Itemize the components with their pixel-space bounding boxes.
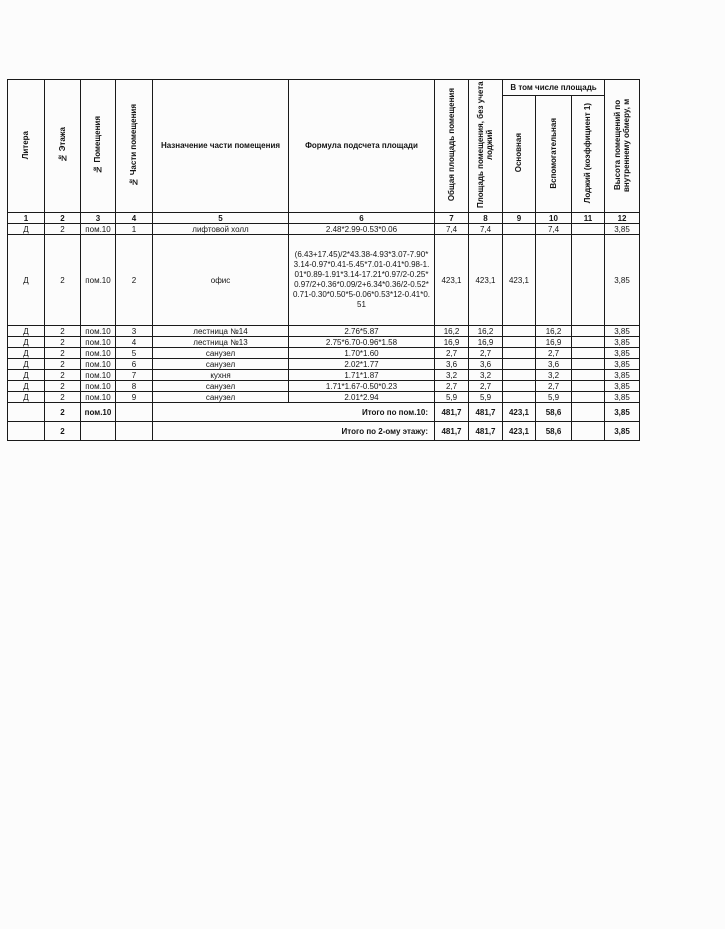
cell-height: 3,85 [605, 370, 640, 381]
cell-no-loggia: 423,1 [469, 235, 503, 326]
cell-main [503, 326, 536, 337]
cell-loggia [572, 359, 605, 370]
col-number: 12 [605, 213, 640, 224]
cell-floor: 2 [45, 381, 81, 392]
table-row [8, 224, 640, 235]
cell-total: 423,1 [435, 235, 469, 326]
cell-main: 423,1 [503, 235, 536, 326]
cell-room: пом.10 [81, 326, 116, 337]
total-label: Итого по 2-ому этажу: [153, 422, 435, 441]
cell-loggia [572, 224, 605, 235]
cell-total: 5,9 [435, 392, 469, 403]
cell-floor: 2 [45, 337, 81, 348]
cell-formula: 2.76*5.87 [289, 326, 435, 337]
cell-aux: 58,6 [536, 403, 572, 422]
cell-loggia [572, 422, 605, 441]
cell-purpose: лестница №13 [153, 337, 289, 348]
cell-room: пом.10 [81, 224, 116, 235]
cell-room [81, 422, 116, 441]
col-number: 5 [153, 213, 289, 224]
cell-purpose: офис [153, 235, 289, 326]
cell-room: пом.10 [81, 403, 116, 422]
cell-no-loggia: 16,2 [469, 326, 503, 337]
table-row [8, 392, 640, 403]
cell-height: 3,85 [605, 359, 640, 370]
cell-litera: Д [8, 359, 45, 370]
cell-aux: 58,6 [536, 422, 572, 441]
cell-formula: 1.70*1.60 [289, 348, 435, 359]
cell-formula: 2.48*2.99-0.53*0.06 [289, 224, 435, 235]
cell-main [503, 337, 536, 348]
cell-total: 7,4 [435, 224, 469, 235]
cell-room: пом.10 [81, 381, 116, 392]
cell-total: 16,2 [435, 326, 469, 337]
cell-aux: 2,7 [536, 348, 572, 359]
col-number: 7 [435, 213, 469, 224]
col-header-height: Высота помещений по внутреннему обмеру, м [605, 80, 640, 213]
cell-aux: 16,2 [536, 326, 572, 337]
total-label: Итого по пом.10: [153, 403, 435, 422]
cell-floor: 2 [45, 348, 81, 359]
col-number: 10 [536, 213, 572, 224]
cell-part: 2 [116, 235, 153, 326]
total-row-floor [8, 422, 640, 441]
cell-purpose: лифтовой холл [153, 224, 289, 235]
cell-height: 3,85 [605, 348, 640, 359]
cell-floor: 2 [45, 326, 81, 337]
cell-part: 5 [116, 348, 153, 359]
cell-formula: (6.43+17.45)/2*43.38-4.93*3.07-7.90*3.14-0.97*0.41-5.45*7.01-0.41*0.98-1.01*0.89-1.91*3.14-17.21*0.97/2-0.25*0.97/2+0.36*0.09/2+6.34*0.36/2-0.52*0.71-0.30*0.50*5-0.06*0.53*12-0.41*0.51 [289, 235, 435, 326]
cell-main [503, 381, 536, 392]
cell-aux: 3,6 [536, 359, 572, 370]
cell-no-loggia: 481,7 [469, 422, 503, 441]
cell-litera: Д [8, 381, 45, 392]
cell-aux [536, 235, 572, 326]
cell-loggia [572, 381, 605, 392]
cell-no-loggia: 2,7 [469, 348, 503, 359]
table-row [8, 381, 640, 392]
cell-room: пом.10 [81, 235, 116, 326]
cell-floor: 2 [45, 392, 81, 403]
cell-loggia [572, 348, 605, 359]
cell-floor: 2 [45, 235, 81, 326]
col-header-area-no-loggia: Площадь помещения, без учета лоджий [469, 80, 503, 213]
cell-aux: 5,9 [536, 392, 572, 403]
cell-formula: 1.71*1.87 [289, 370, 435, 381]
cell-total: 2,7 [435, 381, 469, 392]
cell-purpose: санузел [153, 348, 289, 359]
cell-aux: 3,2 [536, 370, 572, 381]
cell-formula: 1.71*1.67-0.50*0.23 [289, 381, 435, 392]
cell-purpose: санузел [153, 392, 289, 403]
cell-room: пом.10 [81, 348, 116, 359]
cell-height: 3,85 [605, 392, 640, 403]
col-number: 2 [45, 213, 81, 224]
cell-floor: 2 [45, 224, 81, 235]
cell-total: 481,7 [435, 403, 469, 422]
cell-formula: 2.75*6.70-0.96*1.58 [289, 337, 435, 348]
cell-main [503, 359, 536, 370]
cell-purpose: санузел [153, 381, 289, 392]
table-row [8, 235, 640, 326]
cell-no-loggia: 481,7 [469, 403, 503, 422]
cell-height: 3,85 [605, 326, 640, 337]
cell-room: пом.10 [81, 359, 116, 370]
table-row [8, 348, 640, 359]
cell-height: 3,85 [605, 235, 640, 326]
col-header-room: № Помещения [81, 80, 116, 213]
cell-no-loggia: 16,9 [469, 337, 503, 348]
cell-main [503, 370, 536, 381]
total-row-room [8, 403, 640, 422]
cell-no-loggia: 3,6 [469, 359, 503, 370]
cell-aux: 2,7 [536, 381, 572, 392]
col-number: 9 [503, 213, 536, 224]
cell-height: 3,85 [605, 337, 640, 348]
cell-main [503, 348, 536, 359]
cell-height: 3,85 [605, 422, 640, 441]
cell-loggia [572, 370, 605, 381]
cell-purpose: санузел [153, 359, 289, 370]
cell-room: пом.10 [81, 392, 116, 403]
cell-litera: Д [8, 370, 45, 381]
cell-loggia [572, 392, 605, 403]
cell-litera [8, 403, 45, 422]
col-number: 8 [469, 213, 503, 224]
col-number: 6 [289, 213, 435, 224]
col-header-litera: Литера [8, 80, 45, 213]
cell-main [503, 224, 536, 235]
col-header-loggia: Лоджий (коэффициент 1) [572, 96, 605, 213]
cell-part: 1 [116, 224, 153, 235]
cell-litera: Д [8, 392, 45, 403]
cell-part [116, 422, 153, 441]
cell-aux: 16,9 [536, 337, 572, 348]
cell-total: 16,9 [435, 337, 469, 348]
cell-floor: 2 [45, 403, 81, 422]
cell-main: 423,1 [503, 422, 536, 441]
cell-total: 2,7 [435, 348, 469, 359]
cell-total: 481,7 [435, 422, 469, 441]
cell-formula: 2.02*1.77 [289, 359, 435, 370]
cell-floor: 2 [45, 359, 81, 370]
cell-part: 3 [116, 326, 153, 337]
cell-loggia [572, 235, 605, 326]
cell-litera: Д [8, 337, 45, 348]
cell-formula: 2.01*2.94 [289, 392, 435, 403]
cell-room: пом.10 [81, 337, 116, 348]
col-number: 11 [572, 213, 605, 224]
table-row [8, 337, 640, 348]
cell-no-loggia: 2,7 [469, 381, 503, 392]
header-row-top [8, 80, 640, 96]
table-row [8, 370, 640, 381]
col-header-part: № Части помещения [116, 80, 153, 213]
cell-litera: Д [8, 348, 45, 359]
col-number: 4 [116, 213, 153, 224]
cell-total: 3,2 [435, 370, 469, 381]
cell-no-loggia: 3,2 [469, 370, 503, 381]
cell-aux: 7,4 [536, 224, 572, 235]
cell-no-loggia: 5,9 [469, 392, 503, 403]
cell-litera: Д [8, 235, 45, 326]
col-header-main: Основная [503, 96, 536, 213]
cell-part: 6 [116, 359, 153, 370]
col-header-purpose: Назначение части помещения [153, 80, 289, 213]
cell-litera: Д [8, 326, 45, 337]
cell-litera: Д [8, 224, 45, 235]
cell-litera [8, 422, 45, 441]
table-row [8, 326, 640, 337]
cell-purpose: лестница №14 [153, 326, 289, 337]
cell-purpose: кухня [153, 370, 289, 381]
cell-room: пом.10 [81, 370, 116, 381]
cell-height: 3,85 [605, 381, 640, 392]
cell-part: 9 [116, 392, 153, 403]
cell-floor: 2 [45, 422, 81, 441]
cell-loggia [572, 326, 605, 337]
col-number: 3 [81, 213, 116, 224]
col-header-total-area: Общая площадь помещения [435, 80, 469, 213]
cell-total: 3,6 [435, 359, 469, 370]
col-header-incl-group: В том числе площадь [503, 80, 605, 96]
cell-part: 8 [116, 381, 153, 392]
cell-loggia [572, 337, 605, 348]
column-number-row [8, 213, 640, 224]
cell-main: 423,1 [503, 403, 536, 422]
cell-loggia [572, 403, 605, 422]
cell-part: 7 [116, 370, 153, 381]
table-row [8, 359, 640, 370]
cell-floor: 2 [45, 370, 81, 381]
cell-height: 3,85 [605, 403, 640, 422]
cell-no-loggia: 7,4 [469, 224, 503, 235]
cell-height: 3,85 [605, 224, 640, 235]
explication-table [7, 79, 640, 441]
cell-part: 4 [116, 337, 153, 348]
cell-part [116, 403, 153, 422]
cell-main [503, 392, 536, 403]
col-header-floor: № Этажа [45, 80, 81, 213]
col-number: 1 [8, 213, 45, 224]
col-header-auxiliary: Вспомогательная [536, 96, 572, 213]
col-header-formula: Формула подсчета площади [289, 80, 435, 213]
